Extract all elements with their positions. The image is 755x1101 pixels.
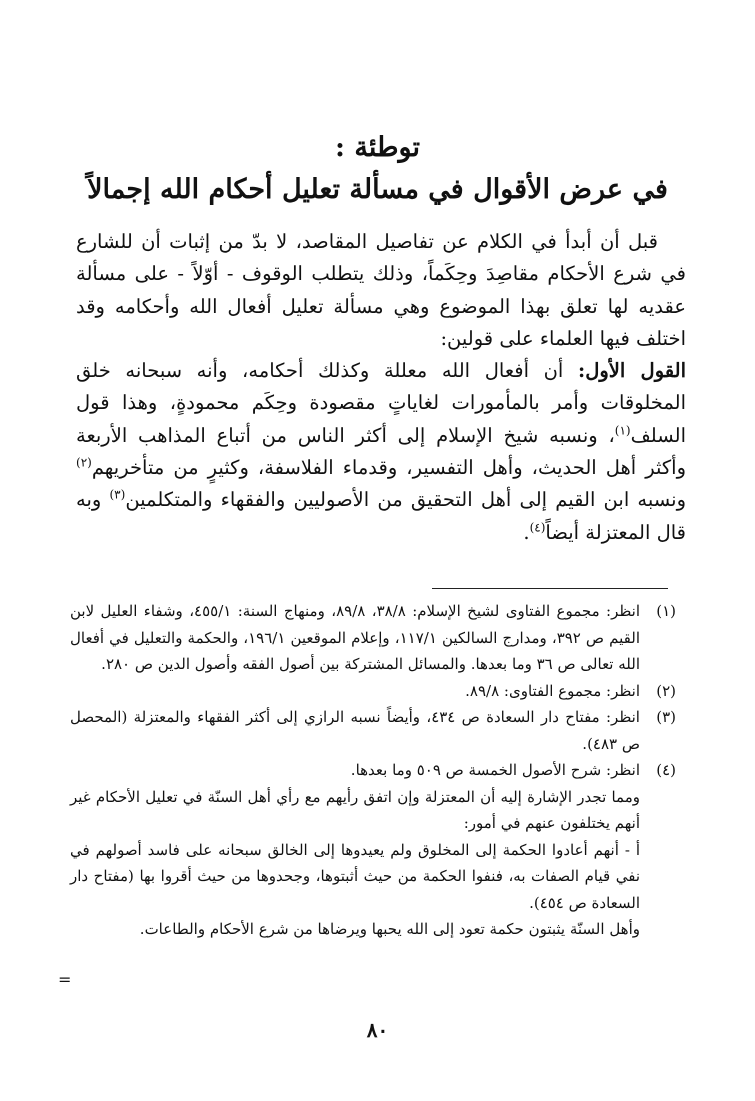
paragraph-end: . xyxy=(523,520,530,544)
footnote-4 xyxy=(70,757,676,784)
paragraph-text: ونسبه ابن القيم إلى أهل التحقيق من الأصوليين والفقهاء والمتكلمين xyxy=(125,488,686,512)
footnote-number: (٢) xyxy=(656,681,676,700)
footnote-1 xyxy=(70,598,676,678)
footnote-text: انظر: مفتاح دار السعادة ص ٤٣٤، وأيضاً نسبه الرازي إلى أكثر الفقهاء والمعتزلة (المحصل ص ٤٨٣). xyxy=(70,708,640,753)
paragraph-intro: قبل أن أبدأ في الكلام عن تفاصيل المقاصد، لا بدّ من إثبات أن للشارع في شرع الأحكام مقاصِدَ وحِكَماً، وذلك يتطلب الوقوف - أوّلاً - على مسألة عقديه لها تعلق بهذا الموضوع وهي مسألة تعليل أفعال الله وأحكامه وقد اختلف فيها العلماء على قولين: xyxy=(76,230,686,350)
footnote-ref-3: (٣) xyxy=(109,487,126,502)
footnote-ref-1: (١) xyxy=(614,423,631,438)
footnote-number: (٣) xyxy=(656,708,676,726)
footnote-separator xyxy=(432,588,668,589)
paragraph-text: ، ونسبه شيخ الإسلام إلى أكثر الناس من أتباع المذاهب الأربعة وأكثر أهل الحديث، وأهل التفسير، وقدماء الفلاسفة، وكثيرٍ من متأخريهم xyxy=(76,423,686,480)
footnote-ref-2: (٢) xyxy=(76,455,92,470)
footnote-4-point-a: أ - أنهم أعادوا الحكمة إلى المخلوق ولم يعيدوها إلى الخالق سبحانه على فاسد أصولهم في نفي قيام الصفات به، فنفوا الحكمة من حيث أثبتوها، وجحدوها من حيث أقروا بها (مفتاح دار السعادة ص ٤٥٤). xyxy=(70,840,640,912)
section-heading: توطئة : xyxy=(335,132,420,163)
paragraph-text: أن أفعال الله معللة وكذلك أحكامه، وأنه سبحانه خلق المخلوقات وأمر بالمأمورات لغاياتٍ مقصودة وحِكَم محمودةٍ، وهذا قول السلف xyxy=(76,359,686,447)
footnote-text: انظر: مجموع الفتاوى: ٨٩/٨. xyxy=(465,681,640,700)
footnote-number: (١) xyxy=(656,602,676,620)
paragraph-first-opinion xyxy=(76,355,686,549)
continuation-mark: = xyxy=(58,970,72,989)
footnote-text: انظر: شرح الأصول الخمسة ص ٥٠٩ وما بعدها. xyxy=(350,761,640,779)
footnote-number: (٤) xyxy=(656,761,676,779)
footnote-ref-4: (٤) xyxy=(529,520,546,535)
footnote-text: انظر: مجموع الفتاوى لشيخ الإسلام: ٣٨/٨، ٨٩/٨، ومنهاج السنة: ٤٥٥/١، وشفاء العليل لابن القيم ص ٣٩٢، ومدارج السالكين ١١٧/١، وإعلام الموقعين ١٩٦/١، والحكمة والتعليل في أفعال الله تعالى ص ٣٦ وما بعدها. والمسائل المشتركة بين أصول الفقه وأصول الدين ص ٢٨٠. xyxy=(70,602,641,673)
footnote-3 xyxy=(70,704,676,757)
section-subheading: في عرض الأقوال في مسألة تعليل أحكام الله إجمالاً xyxy=(87,174,668,205)
footnote-4-continuation: ومما تجدر الإشارة إليه أن المعتزلة وإن اتفق رأيهم مع رأي أهل السنّة في تعليل الأحكام غير أنهم يختلفون عنهم في أمور: xyxy=(70,787,640,832)
page-number: ٨٠ xyxy=(366,1018,389,1042)
footnote-4-closing: وأهل السنّة يثبتون حكمة تعود إلى الله يحبها ويرضاها من شرع الأحكام والطاعات. xyxy=(139,920,640,938)
body-text xyxy=(76,226,686,549)
paragraph-text: وبه قال المعتزلة أيضاً xyxy=(76,488,686,544)
footnote-2 xyxy=(70,678,676,705)
footnotes xyxy=(70,598,676,943)
first-opinion-label: القول الأول: xyxy=(578,359,687,383)
